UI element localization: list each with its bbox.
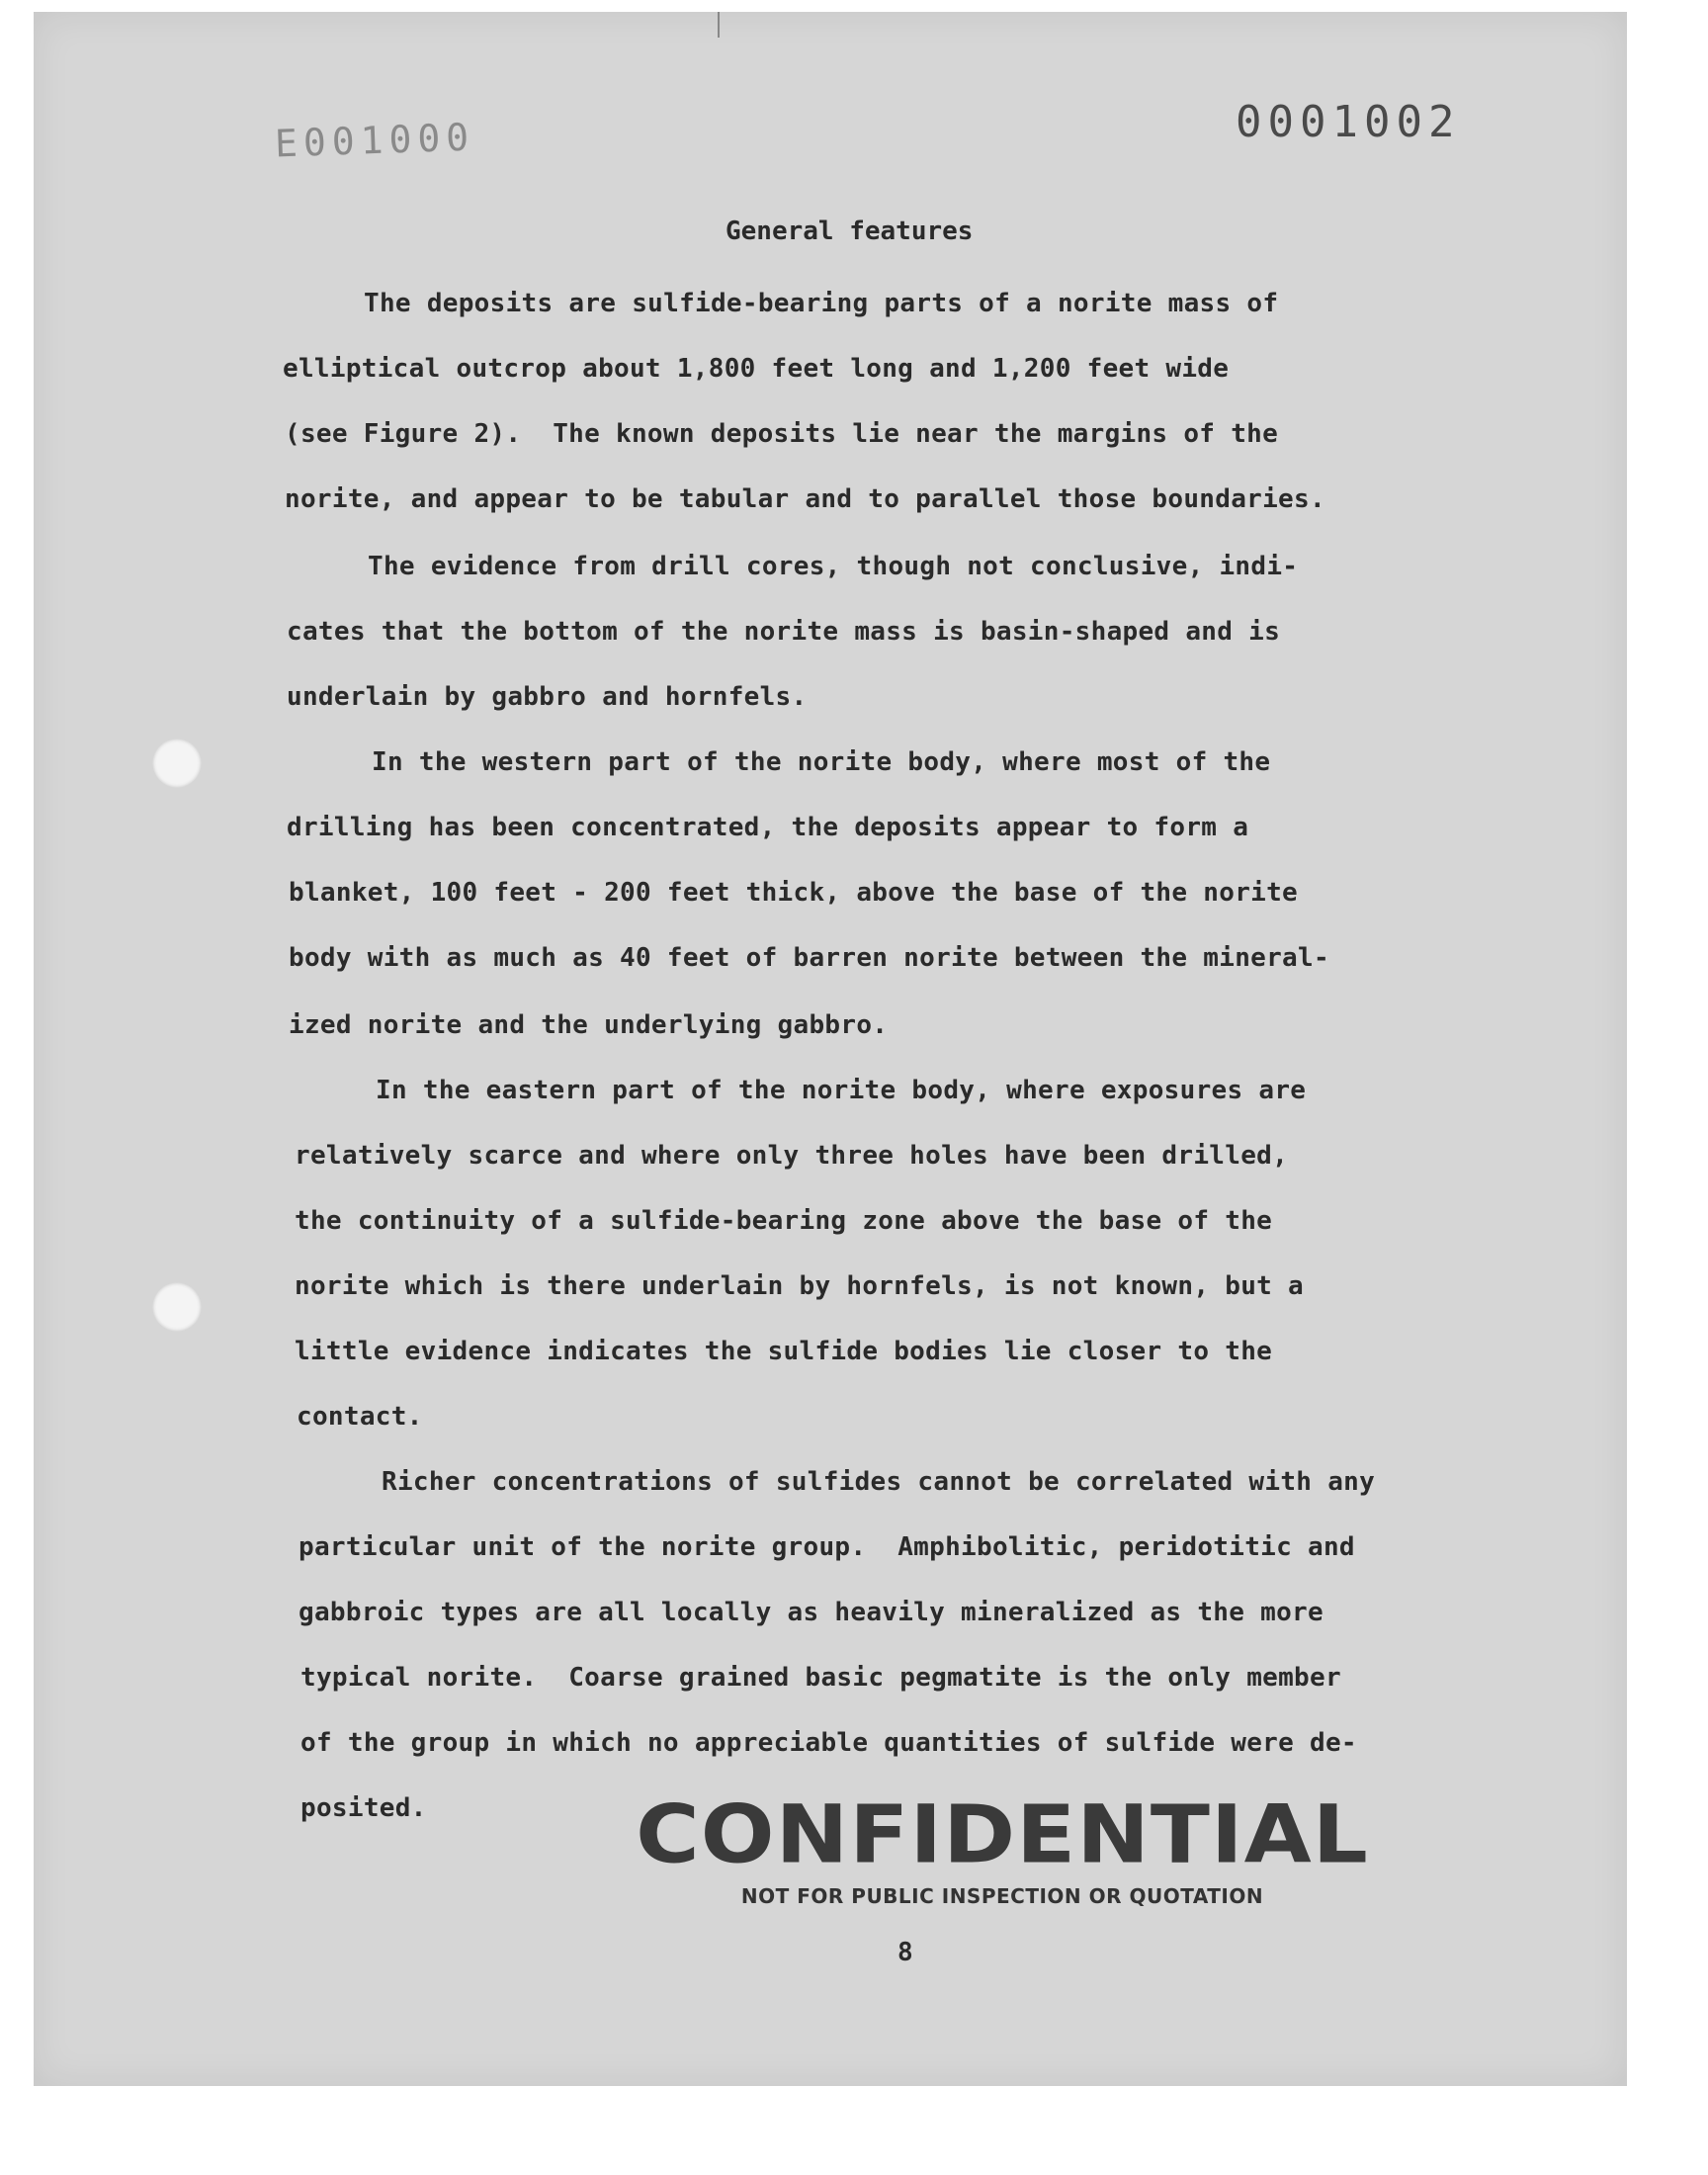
text-line: relatively scarce and where only three holes have been drilled, xyxy=(295,1141,1289,1171)
text-line: In the western part of the norite body, where most of the xyxy=(372,747,1271,777)
punch-hole xyxy=(152,739,202,788)
text-line: body with as much as 40 feet of barren norite between the mineral- xyxy=(289,943,1329,973)
punch-hole xyxy=(152,1282,202,1332)
text-line: norite, and appear to be tabular and to parallel those boundaries. xyxy=(285,484,1325,514)
text-line: blanket, 100 feet - 200 feet thick, above the base of the norite xyxy=(289,878,1299,908)
archive-number-right: 0001002 xyxy=(1236,97,1461,147)
confidential-stamp xyxy=(632,1787,1373,1908)
scan-artifact-line xyxy=(718,12,720,38)
text-line: elliptical outcrop about 1,800 feet long and 1,200 feet wide xyxy=(283,354,1230,384)
text-line: underlain by gabbro and hornfels. xyxy=(287,682,808,712)
text-line: the continuity of a sulfide-bearing zone above the base of the xyxy=(295,1206,1273,1236)
section-heading: General features xyxy=(726,217,974,246)
text-line: Richer concentrations of sulfides cannot be correlated with any xyxy=(382,1467,1376,1497)
text-line: little evidence indicates the sulfide bodies lie closer to the xyxy=(295,1337,1273,1366)
text-line: particular unit of the norite group. Amphibolitic, peridotitic and xyxy=(299,1532,1355,1562)
text-line: ized norite and the underlying gabbro. xyxy=(289,1010,889,1040)
page-number: 8 xyxy=(897,1938,913,1967)
text-line: typical norite. Coarse grained basic pegmatite is the only member xyxy=(300,1663,1341,1693)
text-line: cates that the bottom of the norite mass is basin-shaped and is xyxy=(287,617,1281,647)
text-line: posited. xyxy=(300,1793,427,1823)
text-line: gabbroic types are all locally as heavily mineralized as the more xyxy=(299,1598,1324,1627)
text-line: drilling has been concentrated, the deposits appear to form a xyxy=(287,813,1249,842)
confidential-stamp-title: CONFIDENTIAL xyxy=(636,1787,1369,1881)
document-page xyxy=(34,12,1627,2086)
text-line: (see Figure 2). The known deposits lie near the margins of the xyxy=(285,419,1279,449)
confidential-stamp-subtext: NOT FOR PUBLIC INSPECTION OR QUOTATION xyxy=(740,1884,1264,1908)
text-line: contact. xyxy=(297,1402,423,1432)
text-line: of the group in which no appreciable quantities of sulfide were de- xyxy=(300,1728,1357,1758)
archive-number-left: E001000 xyxy=(274,115,475,166)
text-line: norite which is there underlain by hornfels, is not known, but a xyxy=(295,1271,1305,1301)
text-line: In the eastern part of the norite body, where exposures are xyxy=(376,1076,1307,1105)
text-line: The deposits are sulfide-bearing parts of a norite mass of xyxy=(364,289,1279,318)
text-line: The evidence from drill cores, though not conclusive, indi- xyxy=(368,552,1299,581)
